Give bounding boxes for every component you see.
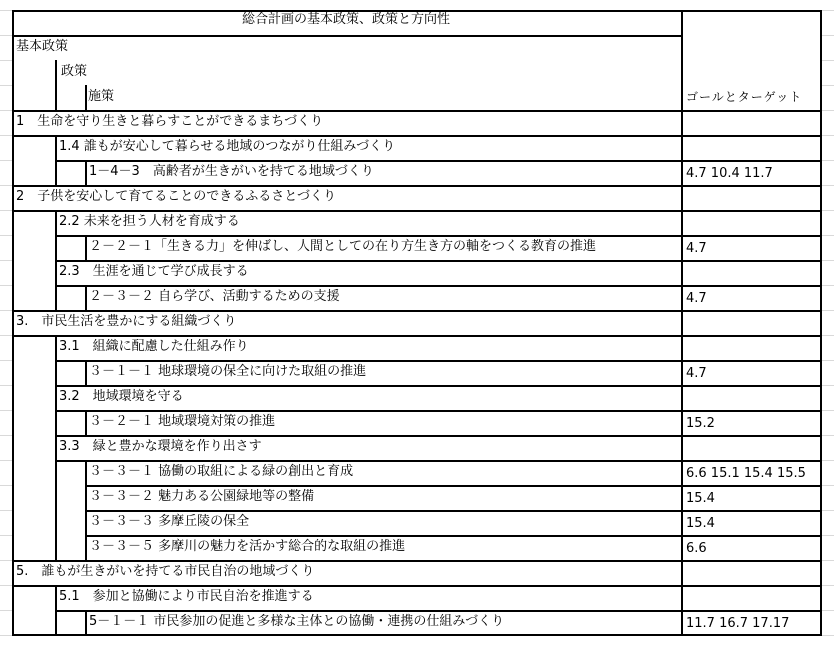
- table-border-left: [12, 10, 14, 636]
- grid-line: [820, 310, 834, 311]
- grid-line: [0, 135, 12, 136]
- level-2-label: 5.1 参加と協働により市民自治を推進する: [59, 589, 314, 604]
- row-indent-line: [55, 510, 57, 535]
- level-2-label: 3.1 組織に配慮した仕組み作り: [59, 339, 249, 354]
- grid-line: [0, 285, 12, 286]
- table-border-right: [820, 10, 822, 636]
- row-indent-line: [55, 610, 57, 635]
- row-divider: [55, 435, 820, 437]
- grid-line: [820, 135, 834, 136]
- row-divider: [12, 585, 820, 587]
- row-indent-line: [85, 285, 87, 310]
- grid-line: [0, 635, 12, 636]
- grid-line: [0, 410, 12, 411]
- row-indent-line: [55, 210, 57, 235]
- goal-target-cell: 4.7 10.4 11.7: [686, 166, 773, 181]
- level-2-label: 2.2 未来を担う人材を育成する: [59, 214, 240, 229]
- grid-line: [0, 210, 12, 211]
- row-indent-line: [85, 410, 87, 435]
- grid-line: [820, 110, 834, 111]
- row-divider: [55, 235, 820, 237]
- row-indent-line: [55, 235, 57, 260]
- level-1-label: 3. 市民生活を豊かにする組織づくり: [16, 314, 237, 329]
- goal-column-divider: [681, 10, 683, 634]
- row-indent-line: [55, 260, 57, 285]
- row-indent-line: [55, 585, 57, 610]
- row-divider: [85, 535, 820, 537]
- grid-line: [820, 410, 834, 411]
- row-indent-line: [55, 360, 57, 385]
- grid-line: [0, 460, 12, 461]
- row-divider: [12, 185, 820, 187]
- row-divider: [55, 385, 820, 387]
- grid-line: [820, 35, 834, 36]
- goal-target-cell: 15.2: [686, 416, 715, 431]
- level-3-label: ２－３－２ 自ら学び、活動するための支援: [89, 289, 340, 304]
- header-indent-line: [85, 85, 87, 110]
- grid-line: [0, 185, 12, 186]
- grid-line: [820, 460, 834, 461]
- grid-line: [0, 235, 12, 236]
- grid-line: [820, 60, 834, 61]
- grid-line: [820, 560, 834, 561]
- row-indent-line: [55, 460, 57, 485]
- grid-line: [820, 435, 834, 436]
- row-indent-line: [55, 285, 57, 310]
- grid-line: [820, 610, 834, 611]
- level-1-label: 2 子供を安心して育てることのできるふるさとづくり: [16, 189, 337, 204]
- row-indent-line: [85, 610, 87, 635]
- level-2-label: 2.3 生涯を通じて学び成長する: [59, 264, 249, 279]
- row-indent-line: [55, 485, 57, 510]
- grid-line: [820, 485, 834, 486]
- row-indent-line: [55, 410, 57, 435]
- level-3-label: ３－２－１ 地域環境対策の推進: [89, 414, 276, 429]
- row-indent-line: [85, 510, 87, 535]
- header-measure: 施策: [88, 89, 115, 104]
- goal-target-cell: 11.7 16.7 17.17: [686, 616, 790, 631]
- row-divider: [12, 560, 820, 562]
- grid-line: [820, 585, 834, 586]
- grid-line: [0, 585, 12, 586]
- row-indent-line: [85, 235, 87, 260]
- grid-line: [820, 385, 834, 386]
- goal-target-cell: 15.4: [686, 491, 715, 506]
- row-divider: [55, 160, 820, 162]
- row-indent-line: [85, 535, 87, 560]
- level-3-label: ３－３－２ 魅力ある公園緑地等の整備: [89, 489, 315, 504]
- level-1-label: 5. 誰もが生きがいを持てる市民自治の地域づくり: [16, 564, 315, 579]
- level-2-label: 1.4 誰もが安心して暮らせる地域のつながり仕組みづくり: [59, 139, 396, 154]
- grid-line: [820, 260, 834, 261]
- row-divider: [55, 260, 820, 262]
- row-indent-line: [55, 135, 57, 160]
- row-divider: [85, 485, 820, 487]
- level-3-label: ３－３－５ 多摩川の魅力を活かす総合的な取組の推進: [89, 539, 406, 554]
- level-2-label: 3.3 緑と豊かな環境を作り出さす: [59, 439, 262, 454]
- header-bottom: [12, 110, 820, 112]
- header-indent-line: [55, 60, 57, 110]
- grid-line: [820, 635, 834, 636]
- grid-line: [0, 435, 12, 436]
- grid-line: [820, 235, 834, 236]
- row-divider: [55, 410, 820, 412]
- row-indent-line: [55, 535, 57, 560]
- grid-line: [0, 485, 12, 486]
- grid-line: [0, 110, 12, 111]
- row-divider: [55, 610, 820, 612]
- grid-line: [820, 185, 834, 186]
- grid-line: [0, 35, 12, 36]
- grid-line: [0, 85, 12, 86]
- row-indent-line: [85, 360, 87, 385]
- row-divider: [12, 335, 820, 337]
- grid-line: [0, 610, 12, 611]
- grid-line: [820, 85, 834, 86]
- header-goal-target: ゴールとターゲット: [686, 90, 803, 104]
- row-divider: [12, 310, 820, 312]
- grid-line: [0, 560, 12, 561]
- grid-line: [820, 335, 834, 336]
- grid-line: [0, 10, 12, 11]
- row-indent-line: [55, 335, 57, 360]
- level-1-label: 1 生命を守り生きと暮らすことができるまちづくり: [16, 114, 324, 129]
- row-indent-line: [55, 385, 57, 410]
- grid-line: [0, 385, 12, 386]
- header-divider: [12, 35, 681, 37]
- level-3-label: ２－２－１「生きる力」を伸ばし、人間としての在り方生き方の軸をつくる教育の推進: [89, 239, 597, 254]
- row-divider: [85, 510, 820, 512]
- level-3-label: ３－３－１ 協働の取組による緑の創出と育成: [89, 464, 354, 479]
- grid-line: [0, 535, 12, 536]
- grid-line: [0, 310, 12, 311]
- row-indent-line: [85, 485, 87, 510]
- row-indent-line: [85, 160, 87, 185]
- table-title: 総合計画の基本政策、政策と方向性: [241, 12, 450, 27]
- row-divider: [55, 360, 820, 362]
- goal-target-cell: 15.4: [686, 516, 715, 531]
- goal-target-cell: 4.7: [686, 366, 707, 381]
- grid-line: [820, 10, 834, 11]
- grid-line: [820, 360, 834, 361]
- grid-line: [0, 335, 12, 336]
- grid-line: [0, 160, 12, 161]
- grid-line: [0, 60, 12, 61]
- goal-target-cell: 6.6: [686, 541, 707, 556]
- row-indent-line: [85, 460, 87, 485]
- level-3-label: 1－4－3 高齢者が生きがいを持てる地域づくり: [89, 164, 374, 179]
- table-border-top: [12, 10, 822, 12]
- grid-line: [820, 210, 834, 211]
- table-border-bottom: [12, 634, 822, 636]
- row-divider: [12, 210, 820, 212]
- goal-target-cell: 4.7: [686, 241, 707, 256]
- row-divider: [55, 460, 820, 462]
- header-basic-policy: 基本政策: [16, 39, 69, 54]
- grid-line: [820, 285, 834, 286]
- goal-target-cell: 6.6 15.1 15.4 15.5: [686, 466, 806, 481]
- grid-line: [0, 260, 12, 261]
- level-3-label: 5－１－１ 市民参加の促進と多様な主体との協働・連携の仕組みづくり: [89, 614, 505, 629]
- row-divider: [55, 285, 820, 287]
- level-2-label: 3.2 地域環境を守る: [59, 389, 184, 404]
- level-3-label: ３－１－１ 地球環境の保全に向けた取組の推進: [89, 364, 367, 379]
- grid-line: [0, 510, 12, 511]
- grid-line: [820, 510, 834, 511]
- row-indent-line: [55, 435, 57, 460]
- header-policy: 政策: [61, 64, 88, 79]
- goal-target-cell: 4.7: [686, 291, 707, 306]
- grid-line: [0, 360, 12, 361]
- grid-line: [820, 160, 834, 161]
- level-3-label: ３－３－３ 多摩丘陵の保全: [89, 514, 250, 529]
- row-indent-line: [55, 160, 57, 185]
- row-divider: [12, 135, 820, 137]
- grid-line: [820, 535, 834, 536]
